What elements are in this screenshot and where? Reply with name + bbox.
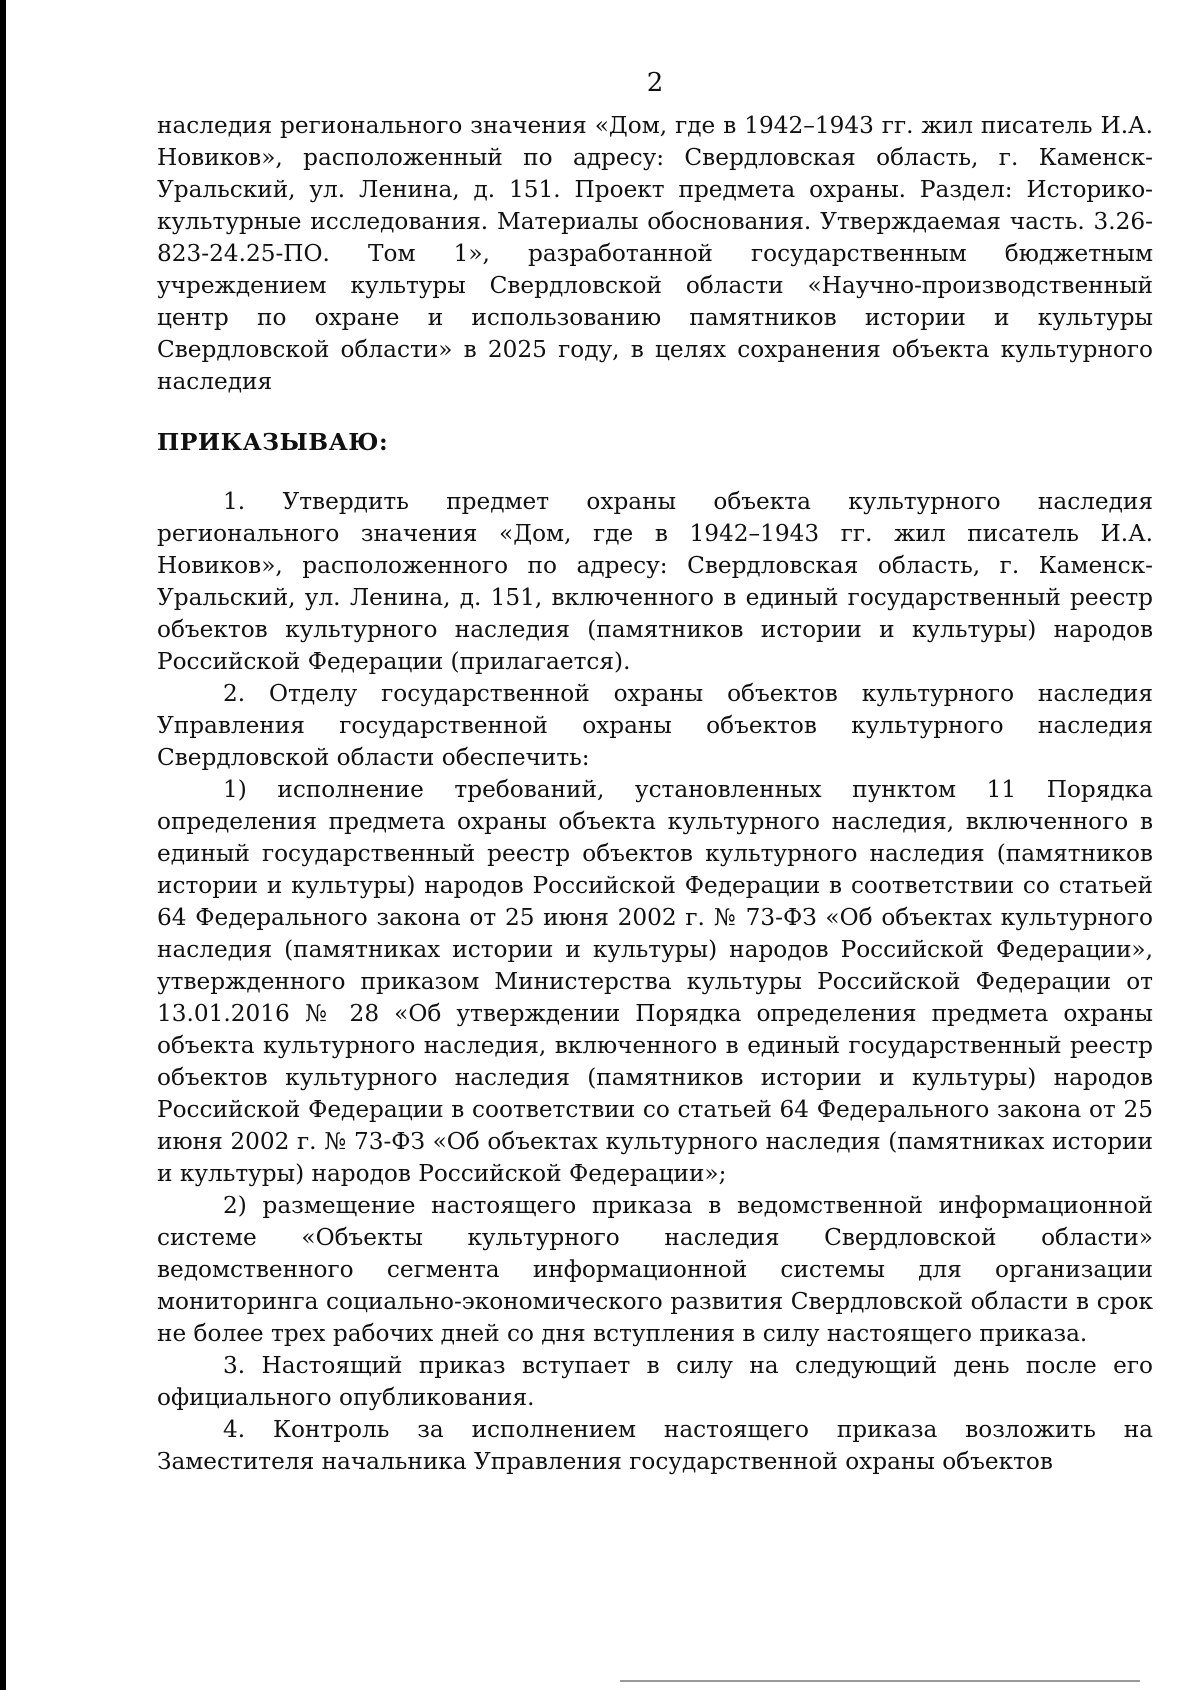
order-item-3: 3. Настоящий приказ вступает в силу на следующий день после его официального опубликования. bbox=[157, 1352, 1153, 1411]
order-item-1: 1. Утвердить предмет охраны объекта культурного наследия регионального значения «Дом, где в 1942–1943 гг. жил писатель И.А. Новиков», расположенного по адресу: Свердловская область, г. Каменск-Уральский, ул. Ленина, д. 151, включенного в единый государственный реестр объектов культурного наследия (памятников истории и культуры) народов Российской Федерации (прилагается). bbox=[157, 488, 1153, 675]
order-subitem-2-1: 1) исполнение требований, установленных пунктом 11 Порядка определения предмета охраны объекта культурного наследия, включенного в единый государственный реестр объектов культурного наследия (памятников истории и культуры) народов Российской Федерации в соответствии со статьей 64 Федерального закона от 25 июня 2002 г. № 73-ФЗ «Об объектах культурного наследия (памятниках истории и культуры) народов Российской Федерации», утвержденного приказом Министерства культуры Российской Федерации от 13.01.2016 № 28 «Об утверждении Порядка определения предмета охраны объекта культурного наследия, включенного в единый государственный реестр объектов культурного наследия (памятников истории и культуры) народов Российской Федерации в соответствии со статьей 64 Федерального закона от 25 июня 2002 г. № 73-ФЗ «Об объектах культурного наследия (памятниках истории и культуры) народов Российской Федерации»; bbox=[157, 776, 1153, 1187]
order-heading: ПРИКАЗЫВАЮ: bbox=[157, 428, 389, 456]
document-body bbox=[157, 110, 1153, 1478]
page-number: 2 bbox=[646, 68, 664, 98]
scan-left-edge bbox=[0, 0, 6, 1690]
order-item-2: 2. Отделу государственной охраны объектов культурного наследия Управления государственной охраны объектов культурного наследия Свердловской области обеспечить: bbox=[157, 680, 1153, 771]
order-subitem-2-2: 2) размещение настоящего приказа в ведомственной информационной системе «Объекты культурного наследия Свердловской области» ведомственного сегмента информационной системы для организации мониторинга социально-экономического развития Свердловской области в срок не более трех рабочих дней со дня вступления в силу настоящего приказа. bbox=[157, 1192, 1153, 1347]
bottom-rule bbox=[620, 1680, 1140, 1682]
order-item-4: 4. Контроль за исполнением настоящего приказа возложить на Заместителя начальника Управления государственной охраны объектов bbox=[157, 1416, 1153, 1475]
intro-paragraph: наследия регионального значения «Дом, где в 1942–1943 гг. жил писатель И.А. Новиков», расположенный по адресу: Свердловская область, г. Каменск-Уральский, ул. Ленина, д. 151. Проект предмета охраны. Раздел: Историко-культурные исследования. Материалы обоснования. Утверждаемая часть. 3.26-823-24.25-ПО. Том 1», разработанной государственным бюджетным учреждением культуры Свердловской области «Научно-производственный центр по охране и использованию памятников истории и культуры Свердловской области» в 2025 году, в целях сохранения объекта культурного наследия bbox=[157, 112, 1153, 395]
